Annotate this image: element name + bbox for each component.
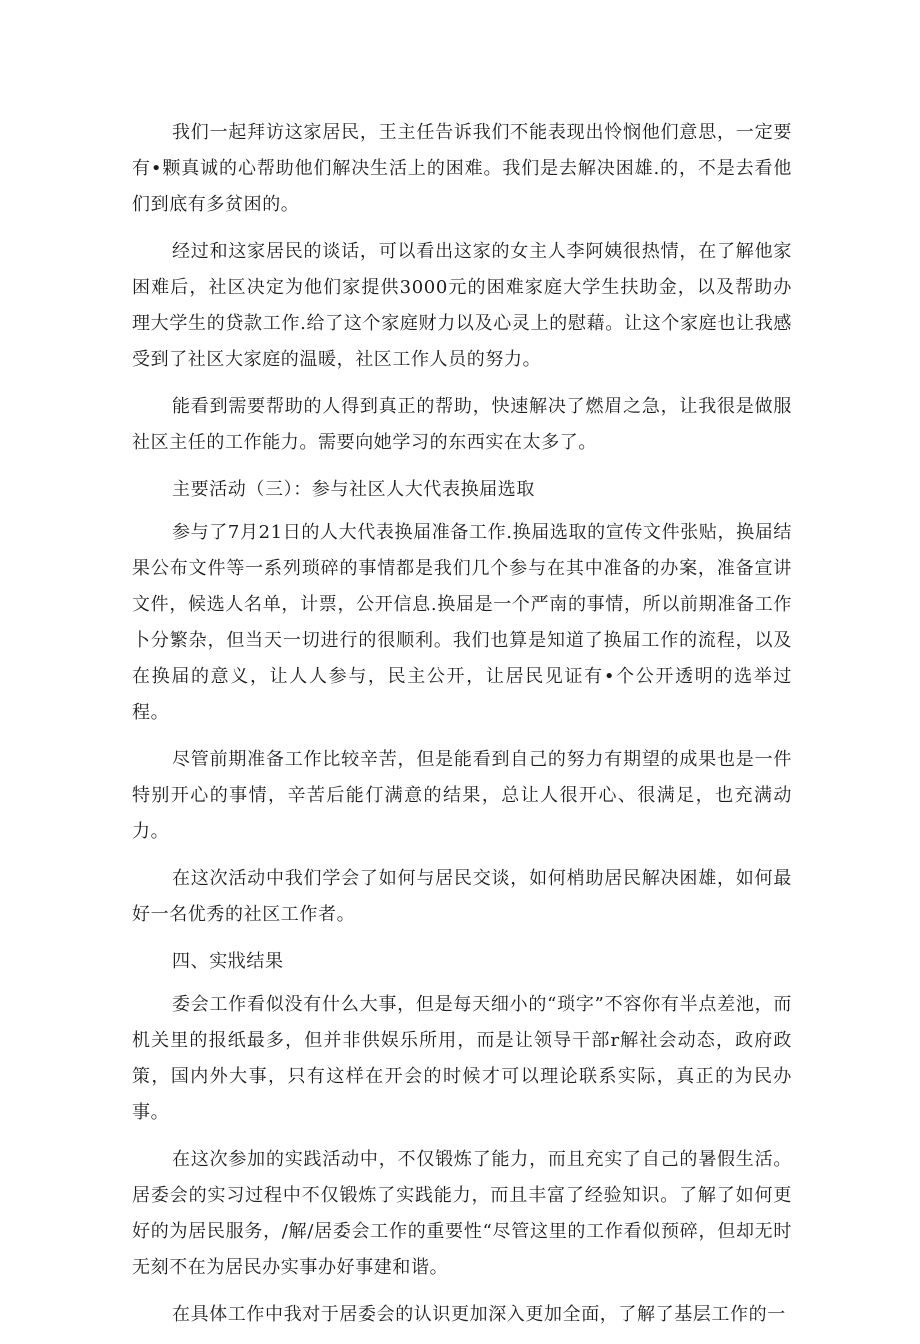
paragraph-hard-work: 尽管前期准备工作比较辛苦，但是能看到自己的努力有期望的成果也是一件特别开心的事情，辛苦后能仃满意的结果，总让人很开心、很满足，也充满动力。 [132,749,792,842]
paragraph-lessons-learned: 在这次活动中我们学会了如何与居民交谈，如何梢助居民解决困雄，如何最好一名优秀的社区工作者。 [132,868,792,925]
paragraph-visit-family: 我们一起拜访这家居民，王主任告诉我们不能表现出怜悯他们意思，一定要有•颗真诚的心帮助他们解决生活上的困难。我们是去解决困雄.的，不是去看他们到底有多贫困的。 [132,122,792,215]
paragraph-specific-work: 在具体工作中我对于居委会的认识更加深入更加全面，了解了基层工作的一 [172,1304,786,1325]
document-body [132,115,792,1344]
paragraph-practice-activity: 在这次参加的实践活动中，不仅锻炼了能力，而且充实了自己的暑假生活。居委会的实习过程中不仅锻炼了实践能力，而且丰富了经验知识。了解了如何更好的为居民服务，/解/居委会工作的重要性“尽管这里的工作看似预碎，但却无时无刻不在为居民办实事办好事建和谐。 [132,1149,792,1278]
paragraph-conversation: 经过和这家居民的谈话，可以看出这家的女主人李阿姨很热情，在了解他家困难后，社区决定为他们家提供3000元的困难家庭大学生扶助金，以及帮助办理大学生的贷款工作.给了这个家庭财力以及心灵上的慰藉。让这个家庭也让我感受到了社区大家庭的温暖，社区工作人员的努力。 [132,241,792,370]
paragraph-committee-work: 委会工作看似没有什么大事，但是每天细小的“琐字”不容你有半点差池，而机关里的报纸最多，但并非供娱乐所用，而是让领导干部r解社会动态，政府政策，国内外大事，只有这样在开会的时候才可以理论联系实际，真正的为民办事。 [132,994,792,1123]
section-heading-results: 四、实戕结果 [172,951,284,972]
paragraph-election-preparation: 参与了7月21日的人大代表换届准备工作.换届选取的宣传文件张贴，换届结果公布文件等一系列琐碎的事情都是我们几个参与在其中准备的办案，准备宣讲文件，候选人名单，计票，公开信息.换届是一个严南的事情，所以前期准备工作卜分繁杂，但当天一切进行的很顺利。我们也算是知道了换届工作的流程，以及在换届的意义，让人人参与，民主公开，让居民见证有•个公开透明的选举过程。 [132,522,792,723]
paragraph-admiration: 能看到需要帮助的人得到真正的帮助，快速解决了燃眉之急，让我很是做服社区主任的工作能力。需要向她学习的东西实在太多了。 [132,396,792,453]
section-heading-activity-three: 主要活动（三）：参与社区人大代表换届选取 [172,479,535,500]
